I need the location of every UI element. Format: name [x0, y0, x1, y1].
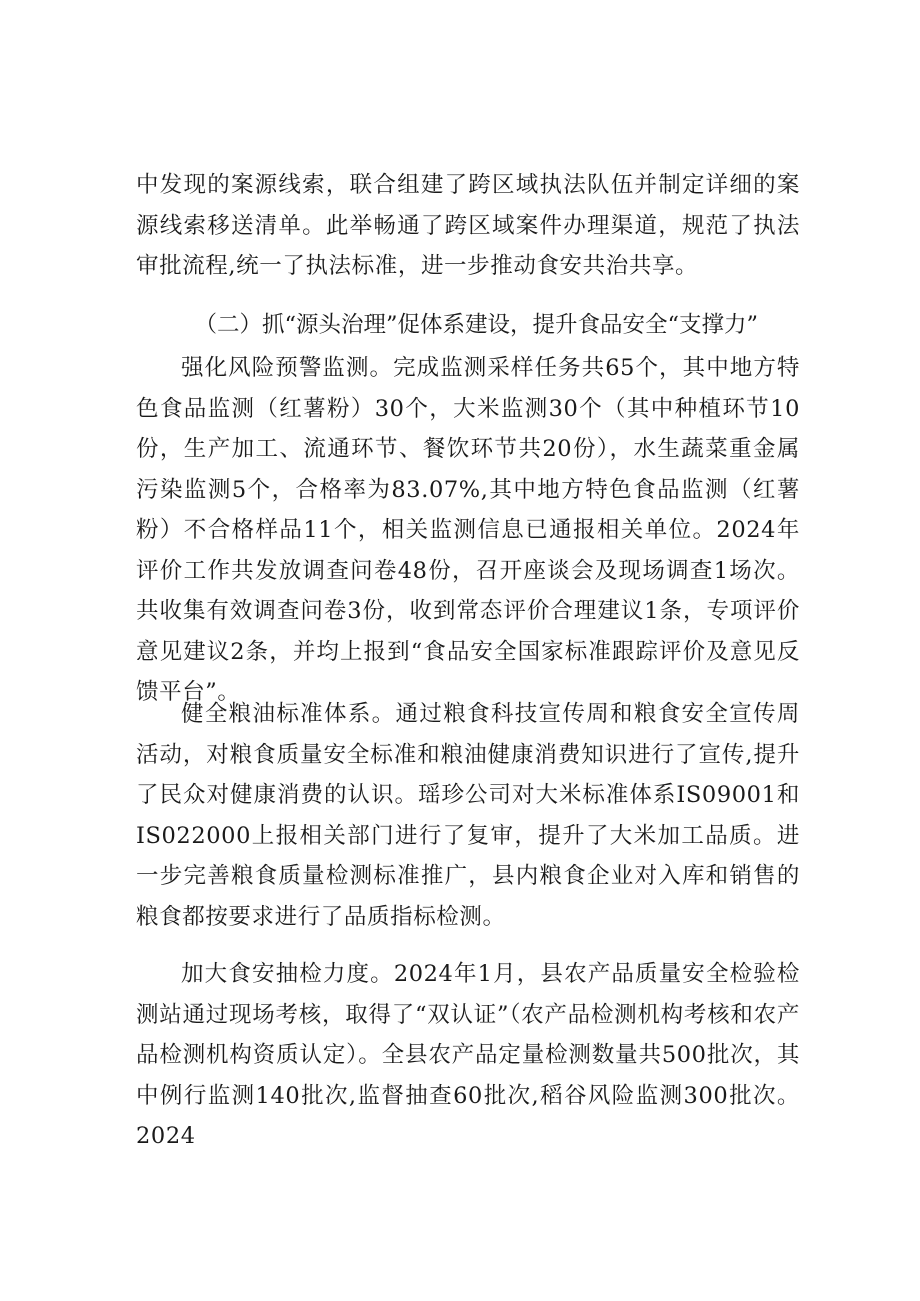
paragraph-grain-standards: 健全粮油标准体系。通过粮食科技宣传周和粮食安全宣传周活动，对粮食质量安全标准和粮油健康消费知识进行了宣传,提升了民众对健康消费的认识。瑶珍公司对大米标准体系IS09001和IS022000上报相关部门进行了复审，提升了大米加工品质。进一步完善粮食质量检测标准推广，县内粮食企业对入库和销售的粮食都按要求进行了品质指标检测。: [136, 701, 800, 930]
paragraph-continuation: 中发现的案源线索，联合组建了跨区域执法队伍并制定详细的案源线索移送清单。此举畅通了跨区域案件办理渠道，规范了执法审批流程,统一了执法标准，进一步推动食安共治共享。: [136, 172, 800, 279]
section-heading: （二）抓“源头治理”促体系建设，提升食品安全“支撑力”: [194, 312, 759, 338]
paragraph-food-inspection: 加大食安抽检力度。2024年1月，县农产品质量安全检验检测站通过现场考核，取得了“双认证”（农产品检测机构考核和农产品检测机构资质认定）。全县农产品定量检测数量共500批次，其中例行监测140批次,监督抽查60批次,稻谷风险监测300批次。2024: [136, 961, 800, 1149]
paragraph-risk-monitoring: 强化风险预警监测。完成监测采样任务共65个，其中地方特色食品监测（红薯粉）30个，大米监测30个（其中种植环节10份，生产加工、流通环节、餐饮环节共20份），水生蔬菜重金属污染监测5个，合格率为83.07%,其中地方特色食品监测（红薯粉）不合格样品11个，相关监测信息已通报相关单位。2024年评价工作共发放调查问卷48份，召开座谈会及现场调查1场次。共收集有效调查问卷3份，收到常态评价合理建议1条，专项评价意见建议2条，并均上报到“食品安全国家标准跟踪评价及意见反馈平台”。: [136, 355, 800, 705]
